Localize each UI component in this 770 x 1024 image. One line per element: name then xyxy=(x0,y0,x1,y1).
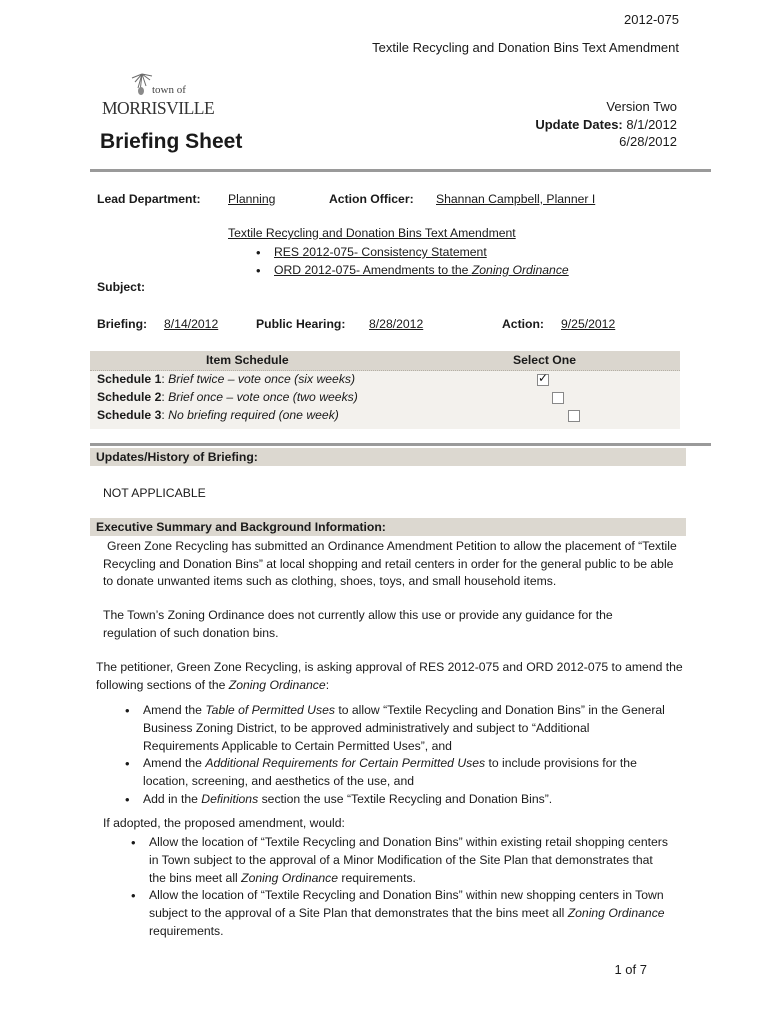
list-item: • Amend the Table of Permitted Uses to allow “Textile Recycling and Donation Bins” in the General Business Zoning District, to be approved administratively and subject to “Additional Requirements Applicable to Certain Permitted Uses”, and xyxy=(123,702,668,755)
schedule-header-item: Item Schedule xyxy=(206,353,289,367)
document-number: 2012-075 xyxy=(624,12,679,27)
summary-paragraph-3: The petitioner, Green Zone Recycling, is asking approval of RES 2012-075 and ORD 2012-075 to amend the following sections of the Zoning Ordinance: xyxy=(96,660,683,692)
schedule-1-checkbox[interactable] xyxy=(537,374,549,386)
list-item: • Allow the location of “Textile Recycling and Donation Bins” within new shopping centers in Town subject to the approval of a Site Plan that demonstrates that the bins meet all Zoning Ordinance requirements. xyxy=(129,887,669,940)
subject-item: • RES 2012-075- Consistency Statement xyxy=(254,244,569,262)
update-date-2: 6/28/2012 xyxy=(619,134,677,149)
subject-title: Textile Recycling and Donation Bins Text Amendment xyxy=(228,226,516,240)
document-title: Textile Recycling and Donation Bins Text Amendment xyxy=(372,40,679,55)
lead-department-value: Planning xyxy=(228,192,276,206)
version-label: Version Two xyxy=(606,99,677,114)
update-dates-row xyxy=(535,117,677,132)
summary-paragraph-1: Green Zone Recycling has submitted an Ordinance Amendment Petition to allow the placement of “Textile Recycling and Donation Bins” at local shopping and retail centers in order for the general public to be able to donate unwanted items such as clothing, shoes, toys, and small household items. xyxy=(103,539,677,589)
history-heading: Updates/History of Briefing: xyxy=(90,448,686,466)
schedule-row-1: Schedule 1: Brief twice – vote once (six weeks) xyxy=(97,372,356,386)
page-number: 1 of 7 xyxy=(614,962,647,977)
list-item: • Amend the Additional Requirements for Certain Permitted Uses to include provisions for the location, screening, and aesthetics of the use, and xyxy=(123,755,668,791)
schedule-header-select: Select One xyxy=(513,353,576,367)
effects-list xyxy=(129,834,669,941)
update-date-1: 8/1/2012 xyxy=(626,117,677,132)
town-logo xyxy=(102,72,215,124)
lead-department-label: Lead Department: xyxy=(97,192,201,206)
list-item: • Add in the Definitions section the use “Textile Recycling and Donation Bins”. xyxy=(123,791,668,809)
amendment-list xyxy=(123,702,668,809)
history-text: NOT APPLICABLE xyxy=(103,486,206,500)
header-divider xyxy=(90,169,711,172)
action-officer-value: Shannan Campbell, Planner I xyxy=(436,192,596,206)
briefing-date: 8/14/2012 xyxy=(164,317,219,331)
action-officer-label: Action Officer: xyxy=(329,192,414,206)
schedule-divider xyxy=(90,443,711,446)
public-hearing-label: Public Hearing: xyxy=(256,317,346,331)
logo-large-text: MORRISVILLE xyxy=(102,98,215,118)
public-hearing-date: 8/28/2012 xyxy=(369,317,424,331)
action-label: Action: xyxy=(502,317,544,331)
action-date: 9/25/2012 xyxy=(561,317,616,331)
subject-item: • ORD 2012-075- Amendments to the Zoning Ordinance xyxy=(254,262,569,280)
subject-label: Subject: xyxy=(97,280,146,294)
schedule-row-3: Schedule 3: No briefing required (one week) xyxy=(97,408,339,422)
schedule-row-2: Schedule 2: Brief once – vote once (two weeks) xyxy=(97,390,358,404)
briefing-label: Briefing: xyxy=(97,317,148,331)
update-dates-label: Update Dates: xyxy=(535,117,623,132)
summary-heading: Executive Summary and Background Information: xyxy=(90,518,686,536)
schedule-3-checkbox[interactable] xyxy=(568,410,580,422)
schedule-2-checkbox[interactable] xyxy=(552,392,564,404)
schedule-header xyxy=(90,351,680,371)
schedule-table xyxy=(90,351,680,429)
subject-list xyxy=(254,244,569,280)
logo-small-text: town of xyxy=(152,84,186,96)
summary-paragraph-2: The Town’s Zoning Ordinance does not currently allow this use or provide any guidance for the regulation of such donation bins. xyxy=(103,608,613,640)
page-title: Briefing Sheet xyxy=(100,130,243,153)
list-item: • Allow the location of “Textile Recycling and Donation Bins” within existing retail shopping centers in Town subject to the approval of a Minor Modification of the Site Plan that demonstrates that the bins meet all Zoning Ordinance requirements. xyxy=(129,834,669,887)
summary-paragraph-4: If adopted, the proposed amendment, would: xyxy=(103,816,345,830)
